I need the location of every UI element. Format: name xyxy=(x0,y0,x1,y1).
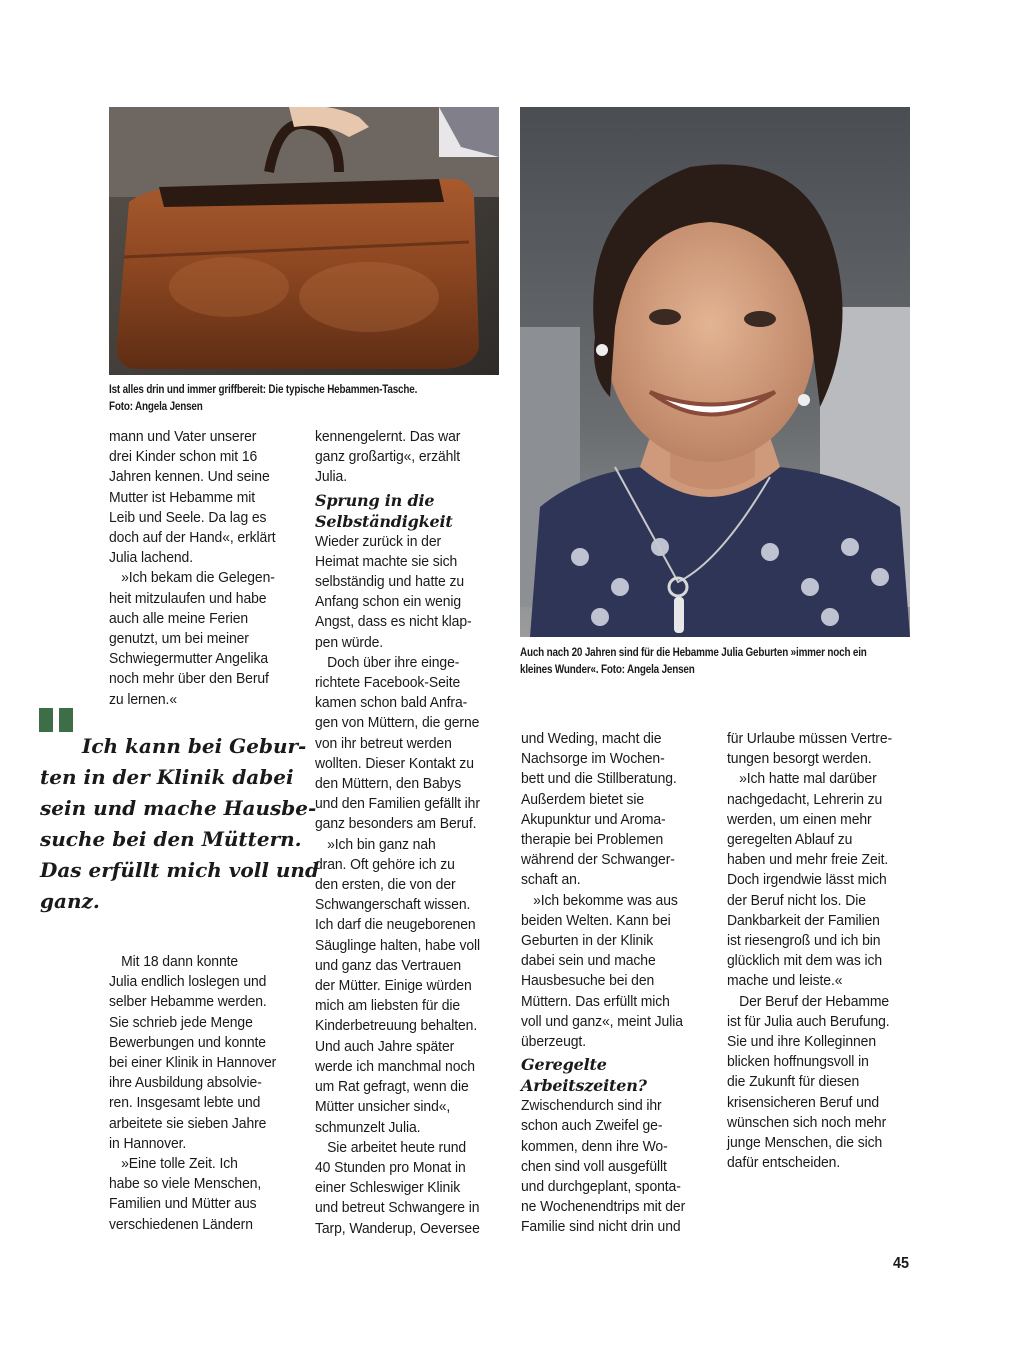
text-line: Jahren kennen. Und seine xyxy=(109,468,270,486)
text-line: arbeitete sie sieben Jahre xyxy=(109,1114,267,1132)
text-line: Sie arbeitet heute rund xyxy=(327,1138,467,1156)
text-line: »Ich hatte mal darüber xyxy=(739,770,877,788)
text-line: Und auch Jahre später xyxy=(315,1037,455,1055)
text-line: und durchgeplant, sponta- xyxy=(521,1178,681,1196)
text-line: Doch über ihre einge- xyxy=(327,653,460,671)
text-line: selber Hebamme werden. xyxy=(109,993,267,1011)
section-heading: Geregelte xyxy=(521,1055,607,1075)
text-line: Hausbesuche bei den xyxy=(521,972,655,990)
text-line: kommen, denn ihre Wo- xyxy=(521,1137,668,1155)
article-column-4 xyxy=(727,729,904,1173)
text-line: verschiedenen Ländern xyxy=(109,1215,253,1233)
text-line: Tarp, Wanderup, Oeversee xyxy=(315,1219,480,1237)
smiling-woman-portrait-photo xyxy=(520,107,910,637)
article-column-3 xyxy=(521,729,697,1238)
text-line: Müttern. Das erfüllt mich xyxy=(521,992,670,1010)
text-line: »Ich bin ganz nah xyxy=(327,835,436,853)
text-line: Schwiegermutter Angelika xyxy=(109,650,269,668)
text-line: doch auf der Hand«, erklärt xyxy=(109,529,276,547)
text-line: werde ich manchmal noch xyxy=(315,1057,475,1075)
text-line: Familie sind nicht drin und xyxy=(521,1218,681,1236)
text-line: richtete Facebook-Seite xyxy=(315,674,461,692)
text-line: ganz besonders am Beruf. xyxy=(315,815,477,833)
text-line: wünschen sich noch mehr xyxy=(727,1113,887,1131)
text-line: Wieder zurück in der xyxy=(315,532,442,550)
text-line: ne Wochenendtrips mit der xyxy=(521,1198,686,1216)
text-line: dafür entscheiden. xyxy=(727,1154,841,1172)
text-line: glücklich mit dem was ich xyxy=(727,952,883,970)
text-line: Anfang schon ein wenig xyxy=(315,593,462,611)
text-line: die Zukunft für diesen xyxy=(727,1073,860,1091)
text-line: überzeugt. xyxy=(521,1033,586,1051)
text-line: auch alle meine Ferien xyxy=(109,609,249,627)
text-line: wollten. Dieser Kontakt zu xyxy=(315,754,474,772)
text-line: Julia. xyxy=(315,468,348,486)
text-line: Der Beruf der Hebamme xyxy=(739,992,890,1010)
text-line: und Weding, macht die xyxy=(521,730,662,747)
text-line: chen sind voll ausgefüllt xyxy=(521,1157,667,1175)
text-line: den ersten, die von der xyxy=(315,876,456,894)
quote-line: Ich kann bei Gebur- xyxy=(82,734,307,758)
quote-mark-icon xyxy=(39,708,75,732)
text-line: mich am liebsten für die xyxy=(315,997,461,1015)
text-line: schmunzelt Julia. xyxy=(315,1118,421,1136)
text-line: der Mütter. Einige würden xyxy=(315,977,472,995)
text-line: gen von Müttern, die gerne xyxy=(315,714,480,732)
text-line: junge Menschen, die sich xyxy=(727,1134,883,1152)
pull-quote xyxy=(40,731,319,917)
text-line: mann und Vater unserer xyxy=(109,428,257,445)
text-line: noch mehr über den Beruf xyxy=(109,670,269,688)
bag-caption-line: Ist alles drin und immer griffbereit: Die typische Hebammen-Tasche. xyxy=(109,384,418,396)
text-line: pen würde. xyxy=(315,633,384,651)
text-line: Mütter unsicher sind«, xyxy=(315,1098,451,1116)
text-line: in Hannover. xyxy=(109,1134,187,1152)
text-line: drei Kinder schon mit 16 xyxy=(109,448,258,466)
text-line: Bewerbungen und konnte xyxy=(109,1033,266,1051)
text-line: genutzt, um bei meiner xyxy=(109,630,249,648)
text-line: krisensicheren Beruf und xyxy=(727,1093,880,1111)
text-line: den Müttern, den Babys xyxy=(315,775,462,793)
text-line: Schwangerschaft wissen. xyxy=(315,896,471,914)
section-heading: Arbeitszeiten? xyxy=(521,1076,647,1096)
text-line: mache und leiste.« xyxy=(727,972,843,990)
text-line: »Eine tolle Zeit. Ich xyxy=(121,1155,238,1173)
text-line: Mutter ist Hebamme mit xyxy=(109,488,256,506)
text-line: und betreut Schwangere in xyxy=(315,1199,480,1217)
article-column-2 xyxy=(315,427,492,1239)
portrait-caption-credit: kleines Wunder«. Foto: Angela Jensen xyxy=(520,664,695,676)
portrait-caption-line: Auch nach 20 Jahren sind für die Hebamme Julia Geburten »immer noch ein xyxy=(520,647,867,659)
text-line: »Ich bekomme was aus xyxy=(533,891,678,909)
quote-line: Das erfüllt mich voll und xyxy=(40,858,319,882)
article-column-1-bottom xyxy=(109,952,289,1235)
text-line: dran. Oft gehöre ich zu xyxy=(315,855,455,873)
section-heading: Sprung in die xyxy=(315,490,435,510)
text-line: Sie und ihre Kolleginnen xyxy=(727,1033,877,1051)
text-line: kamen schon bald Anfra- xyxy=(315,694,468,712)
text-line: nachgedacht, Lehrerin zu xyxy=(727,790,883,808)
text-line: und den Familien gefällt ihr xyxy=(315,795,480,813)
text-line: schaft an. xyxy=(521,871,581,889)
text-line: ganz großartig«, erzählt xyxy=(315,448,461,466)
leather-bag-photo xyxy=(109,107,499,375)
text-line: kennengelernt. Das war xyxy=(315,428,461,445)
text-line: ren. Insgesamt lebte und xyxy=(109,1094,261,1112)
text-line: selbständig und hatte zu xyxy=(315,573,465,591)
text-line: Julia endlich loslegen und xyxy=(109,973,267,991)
text-line: Heimat machte sie sich xyxy=(315,552,458,570)
text-line: Nachsorge im Wochen- xyxy=(521,750,665,768)
text-line: und ganz das Vertrauen xyxy=(315,956,462,974)
text-line: zu lernen.« xyxy=(109,690,178,708)
text-line: ist für Julia auch Berufung. xyxy=(727,1012,890,1030)
quote-line: sein und mache Hausbe- xyxy=(40,796,317,820)
section-heading: Selbständigkeit xyxy=(315,511,453,531)
text-line: schon auch Zweifel ge- xyxy=(521,1117,663,1135)
text-line: während der Schwanger- xyxy=(521,851,675,869)
text-line: Leib und Seele. Da lag es xyxy=(109,508,267,526)
text-line: »Ich bekam die Gelegen- xyxy=(121,569,275,587)
quote-line: suche bei den Müttern. xyxy=(40,827,302,851)
text-line: Ich darf die neugeborenen xyxy=(315,916,476,934)
quote-line: ganz. xyxy=(40,889,100,913)
text-line: um Rat gefragt, wenn die xyxy=(315,1078,469,1096)
text-line: für Urlaube müssen Vertre- xyxy=(727,730,893,747)
page-number: 45 xyxy=(893,1255,910,1272)
text-line: Angst, dass es nicht klap- xyxy=(315,613,472,631)
text-line: werden, um einen mehr xyxy=(727,810,872,828)
text-line: haben und mehr freie Zeit. xyxy=(727,851,889,869)
text-line: Dankbarkeit der Familien xyxy=(727,911,880,929)
text-line: habe so viele Menschen, xyxy=(109,1175,262,1193)
text-line: tungen besorgt werden. xyxy=(727,750,872,768)
text-line: Familien und Mütter aus xyxy=(109,1195,257,1213)
text-line: Kinderbetreuung behalten. xyxy=(315,1017,478,1035)
text-line: ihre Ausbildung absolvie- xyxy=(109,1074,262,1092)
text-line: einer Schleswiger Klinik xyxy=(315,1179,461,1197)
text-line: therapie bei Problemen xyxy=(521,831,664,849)
article-column-1-top xyxy=(109,427,288,710)
text-line: Zwischendurch sind ihr xyxy=(521,1097,662,1115)
text-line: beiden Welten. Kann bei xyxy=(521,911,671,929)
text-line: von ihr betreut werden xyxy=(315,734,452,752)
text-line: blicken hoffnungsvoll in xyxy=(727,1053,869,1071)
quote-line: ten in der Klinik dabei xyxy=(40,765,294,789)
text-line: Sie schrieb jede Menge xyxy=(109,1013,253,1031)
text-line: ist riesengroß und ich bin xyxy=(727,932,881,950)
text-line: 40 Stunden pro Monat in xyxy=(315,1158,466,1176)
text-line: heit mitzulaufen und habe xyxy=(109,589,267,607)
bag-caption-credit: Foto: Angela Jensen xyxy=(109,401,203,413)
text-line: Julia lachend. xyxy=(109,549,194,567)
text-line: bei einer Klinik in Hannover xyxy=(109,1054,277,1072)
text-line: der Beruf nicht los. Die xyxy=(727,891,866,909)
text-line: Außerdem bietet sie xyxy=(521,790,645,808)
text-line: Geburten in der Klinik xyxy=(521,932,654,950)
text-line: voll und ganz«, meint Julia xyxy=(521,1012,683,1030)
text-line: dabei sein und mache xyxy=(521,952,656,970)
text-line: Mit 18 dann konnte xyxy=(121,953,239,970)
text-line: bett und die Stillberatung. xyxy=(521,770,677,788)
text-line: Doch irgendwie lässt mich xyxy=(727,871,887,889)
text-line: Akupunktur und Aroma- xyxy=(521,810,666,828)
text-line: Säuglinge halten, habe voll xyxy=(315,936,481,954)
text-line: geregelten Ablauf zu xyxy=(727,831,853,849)
